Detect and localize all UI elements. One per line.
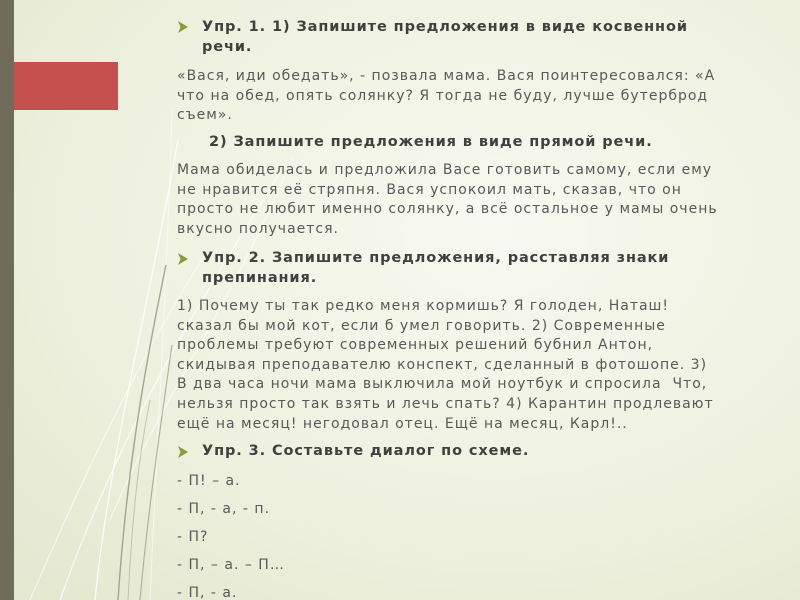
scheme-line: - П?: [177, 529, 209, 545]
left-sidebar-bar: [0, 0, 14, 600]
paragraph-line: нельзя просто так взять и лечь спать? 4) Карантин продлевают: [177, 395, 714, 412]
paragraph-line: не нравится её стряпня. Вася успокоил мать, сказав, что он: [177, 181, 682, 198]
exercise2-paragraph: [177, 297, 714, 434]
exercise3-heading: [202, 442, 529, 462]
scheme-line: - П, – а. – П…: [177, 557, 285, 573]
scheme-line: - П, - а, - п.: [177, 501, 271, 517]
exercise1-paragraph: [177, 67, 715, 126]
exercise1-heading: [202, 18, 688, 57]
dialog-scheme: [177, 471, 285, 600]
heading-line: речи.: [202, 38, 253, 55]
red-accent-block: [14, 62, 118, 110]
exercise1-subheading: [209, 133, 653, 153]
exercise2-heading: [202, 249, 669, 288]
grass-blade: [95, 140, 178, 600]
exercise1-paragraph2: [177, 161, 718, 239]
paragraph-line: что на обед, опять солянку? Я тогда не буду, лучше бутерброд: [177, 87, 709, 104]
paragraph-line: сказал бы мой кот, если б умел говорить. 2) Современные: [177, 317, 666, 334]
heading-line: Упр. 2. Запишите предложения, расставляя знаки: [202, 250, 670, 266]
arrow-bullet-icon: [178, 21, 188, 33]
paragraph-line: съем».: [177, 107, 233, 124]
arrow-bullet-icon: [178, 446, 188, 458]
grass-blade: [118, 265, 166, 600]
paragraph-line: просто не любит именно солянку, а всё остальное у мамы очень: [177, 201, 718, 218]
heading-line: препинания.: [202, 269, 318, 286]
paragraph-line: ещё на месяц! негодовал отец. Ещё на месяц, Карл!..: [177, 415, 628, 432]
grass-blade: [128, 400, 150, 600]
grass-blade: [150, 110, 172, 600]
heading-line: Упр. 1. 1) Запишите предложения в виде косвенной: [202, 19, 688, 35]
paragraph-line: проблемы требуют современных решений бубнил Антон,: [177, 337, 654, 354]
paragraph-line: 1) Почему ты так редко меня кормишь? Я голоден, Наташ!: [177, 298, 669, 314]
arrow-bullet-icon: [178, 253, 188, 265]
paragraph-line: скидывая преподавателю конспект, сделанный в фотошопе. 3): [177, 356, 708, 373]
heading-line: Упр. 3. Составьте диалог по схеме.: [202, 443, 530, 459]
scheme-line: - П, - а.: [177, 585, 238, 600]
paragraph-line: В два часа ночи мама выключила мой ноутбук и спросила Что,: [177, 376, 708, 393]
scheme-line: - П! – а.: [177, 473, 241, 489]
paragraph-line: «Вася, иди обедать», - позвала мама. Вася поинтересовался: «А: [177, 68, 716, 84]
grass-blade: [140, 345, 172, 600]
heading-line: 2) Запишите предложения в виде прямой речи.: [209, 134, 653, 150]
paragraph-line: вкусно получается.: [177, 220, 339, 237]
paragraph-line: Мама обиделась и предложила Васе готовить самому, если ему: [177, 162, 713, 178]
